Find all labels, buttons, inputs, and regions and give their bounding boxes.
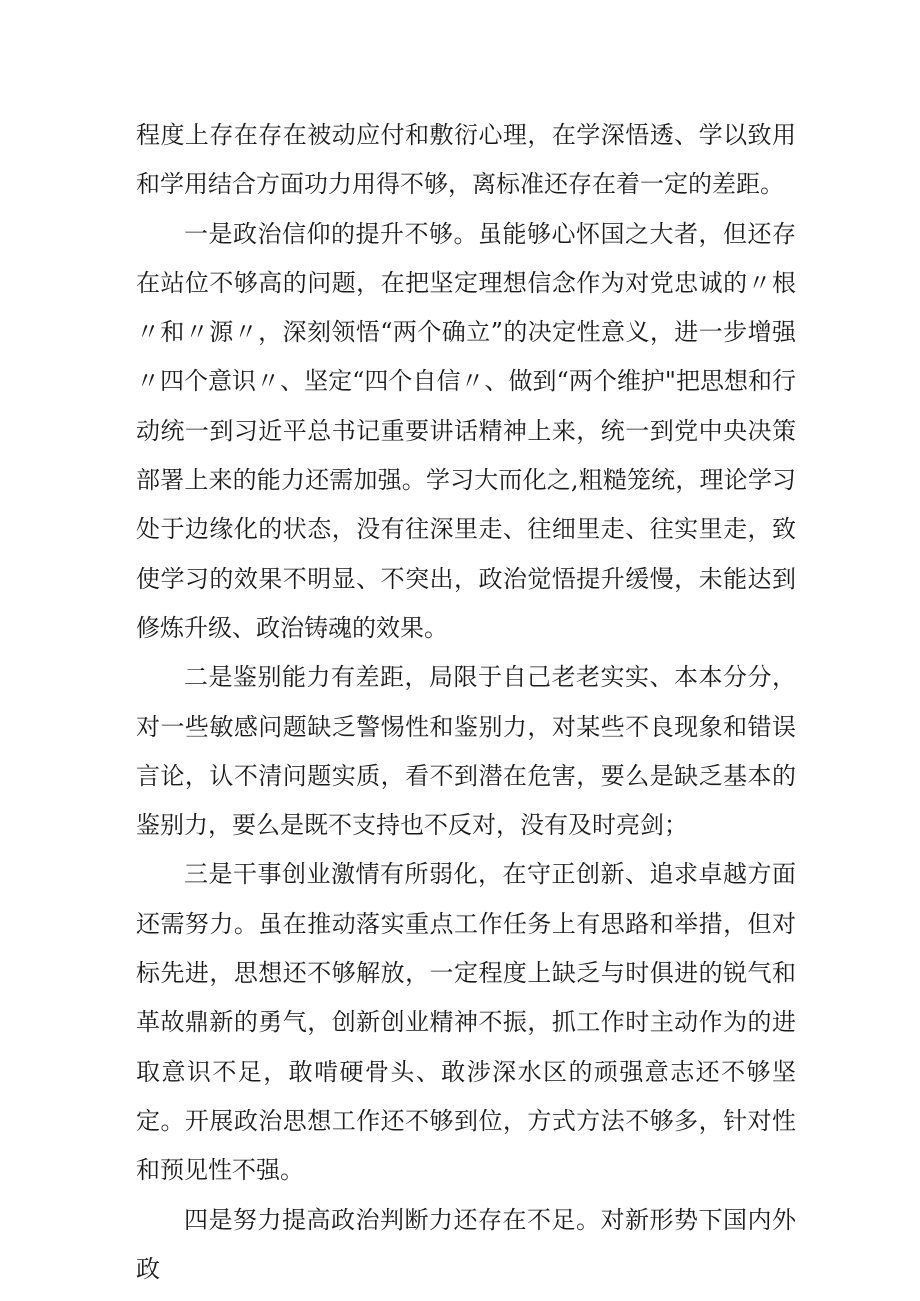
paragraph-5: 四是努力提高政治判断力还存在不足。对新形势下国内外政 bbox=[136, 1205, 796, 1283]
document-body bbox=[136, 111, 796, 1294]
paragraph-2: 一是政治信仰的提升不够。虽能够心怀国之大者，但还存在站位不够高的问题，在把坚定理想信念作为对党忠诚的〃根〃和〃源〃，深刻领悟“两个确立”的决定性意义，进一步增强〃四个意识〃、坚定“四个自信〃、做到“两个维护"把思想和行动统一到习近平总书记重要讲话精神上来，统一到党中央决策部署上来的能力还需加强。学习大而化之,粗糙笼统，理论学习处于边缘化的状态，没有往深里走、往细里走、往实里走，致使学习的效果不明显、不突出，政治觉悟提升缓慢，未能达到修炼升级、政治铸魂的效果。 bbox=[136, 219, 796, 642]
paragraph-1: 程度上存在存在被动应付和敷衍心理，在学深悟透、学以致用和学用结合方面功力用得不够，离标准还存在着一定的差距。 bbox=[136, 121, 796, 199]
paragraph-3: 二是鉴别能力有差距，局限于自己老老实实、本本分分，对一些敏感问题缺乏警惕性和鉴别力，对某些不良现象和错误言论，认不清问题实质，看不到潜在危害，要么是缺乏基本的鉴别力，要么是既不支持也不反对，没有及时亮剑； bbox=[136, 663, 796, 840]
paragraph-4: 三是干事创业激情有所弱化，在守正创新、追求卓越方面还需努力。虽在推动落实重点工作任务上有思路和举措，但对标先进，思想还不够解放，一定程度上缺乏与时俱进的锐气和革故鼎新的勇气，创新创业精神不振，抓工作时主动作为的进取意识不足，敢啃硬骨头、敢涉深水区的顽强意志还不够坚定。开展政治思想工作还不够到位，方式方法不够多，针对性和预见性不强。 bbox=[136, 860, 796, 1185]
